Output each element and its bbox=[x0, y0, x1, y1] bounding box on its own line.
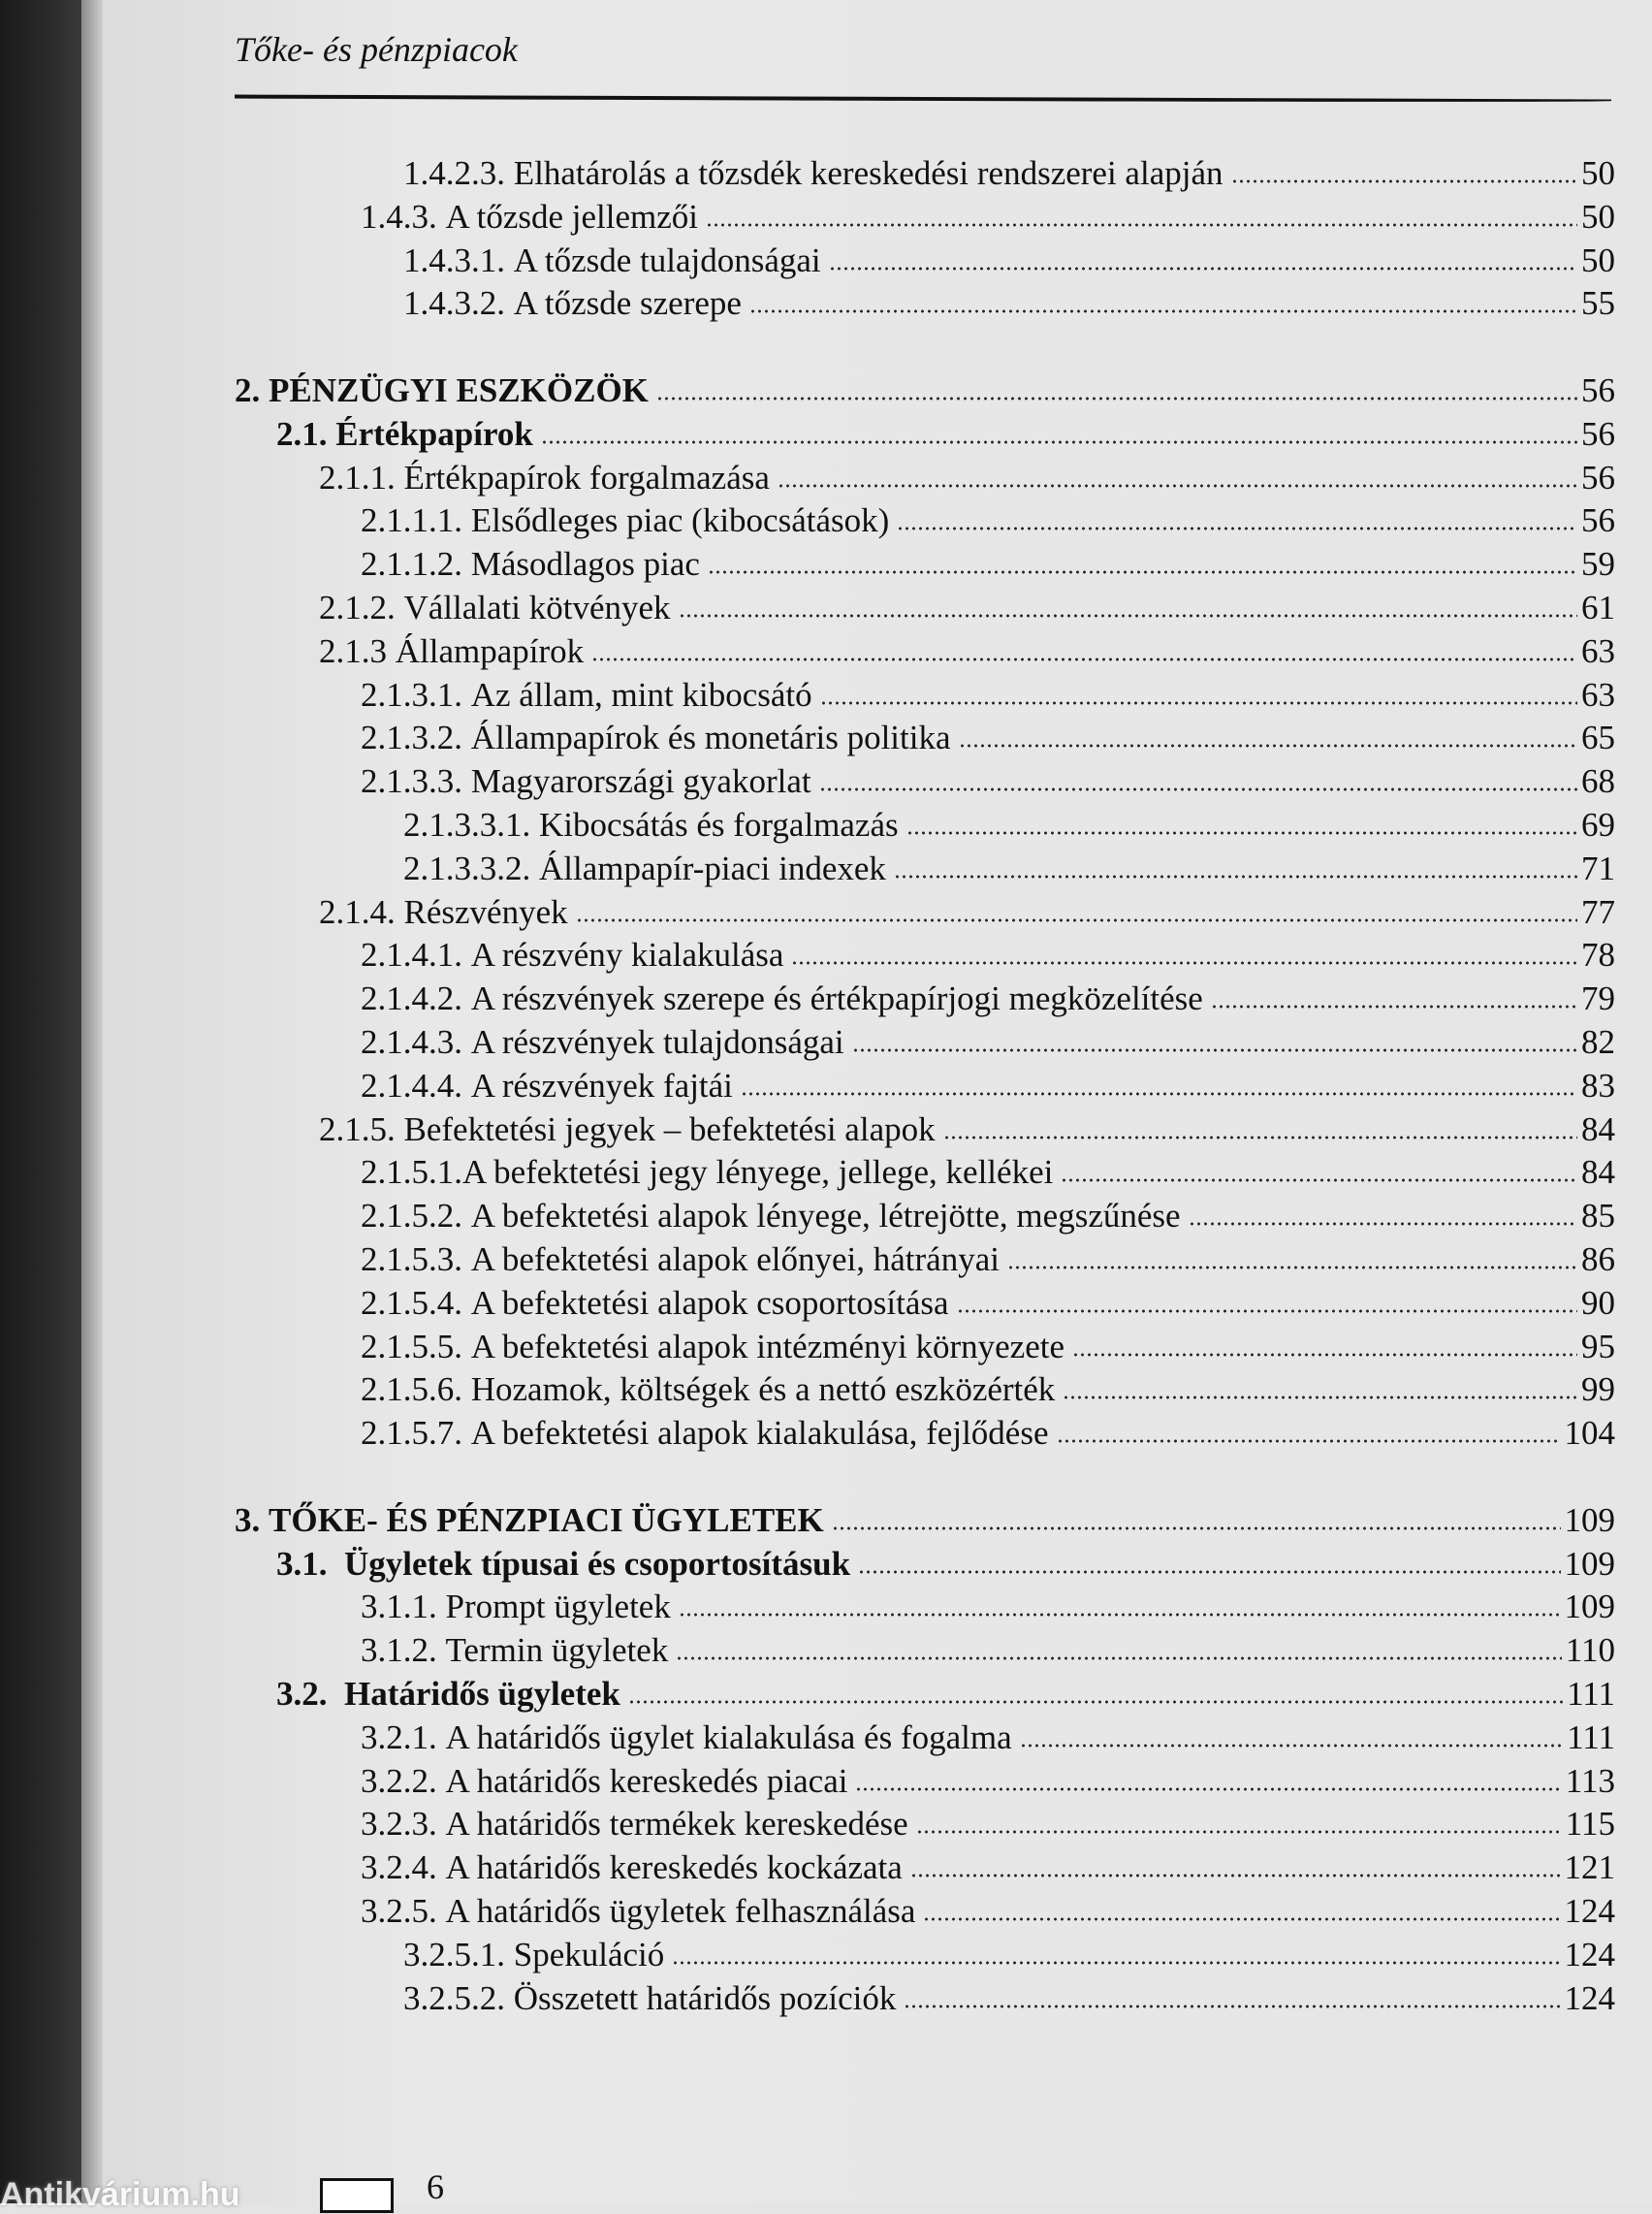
toc-entry bbox=[361, 1150, 1615, 1194]
toc-entry-title: PÉNZÜGYI ESZKÖZÖK bbox=[269, 371, 649, 409]
toc-entry bbox=[361, 1802, 1615, 1845]
toc-entry bbox=[403, 1976, 1615, 2020]
toc-entry-page: 83 bbox=[1581, 1066, 1615, 1105]
toc-entry-page: 71 bbox=[1581, 849, 1615, 887]
dot-leader bbox=[894, 874, 1577, 880]
toc-entry bbox=[361, 1716, 1615, 1759]
page-number: 6 bbox=[427, 2167, 444, 2206]
toc-entry-page: 124 bbox=[1564, 1935, 1615, 1973]
toc-entry-title: Elhatárolás a tőzsdék kereskedési rendszerei alapján bbox=[513, 154, 1223, 192]
toc-entry-number: 1.4.3.1. bbox=[403, 241, 514, 279]
toc-entry-page: 99 bbox=[1581, 1370, 1615, 1409]
toc-entry-page: 95 bbox=[1581, 1327, 1615, 1365]
toc-entry-number: 2.1.1.2. bbox=[361, 545, 471, 584]
toc-entry-page: 85 bbox=[1581, 1197, 1615, 1235]
toc-entry-number: 2.1.5.7. bbox=[361, 1414, 471, 1453]
dot-leader bbox=[1063, 1395, 1577, 1400]
dot-leader bbox=[576, 917, 1577, 923]
dot-leader bbox=[858, 1569, 1560, 1575]
toc-entry bbox=[361, 1759, 1615, 1803]
toc-entry-page: 109 bbox=[1564, 1544, 1615, 1583]
toc-entry-page: 61 bbox=[1581, 589, 1615, 626]
toc-entry-page: 84 bbox=[1581, 1153, 1615, 1192]
toc-entry-title: A befektetési alapok intézményi környezete bbox=[470, 1327, 1064, 1365]
toc-entry-number: 2.1.1.1. bbox=[361, 501, 471, 540]
dot-leader bbox=[1007, 1265, 1577, 1270]
toc-entry bbox=[403, 239, 1615, 282]
toc-entry-number: 3. bbox=[235, 1500, 269, 1539]
toc-entry-title: A befektetési alapok előnyei, hátrányai bbox=[470, 1240, 1000, 1278]
toc-entry-page: 50 bbox=[1581, 197, 1615, 236]
toc-entry-number: 2.1.2. bbox=[319, 589, 404, 626]
page-footer bbox=[0, 2167, 582, 2213]
toc-entry-number: 1.4.3. bbox=[361, 197, 446, 236]
toc-entry bbox=[361, 977, 1615, 1020]
dot-leader bbox=[656, 396, 1577, 401]
dot-leader bbox=[791, 960, 1577, 966]
dot-leader bbox=[852, 1047, 1577, 1053]
toc-entry bbox=[235, 1498, 1615, 1542]
toc-entry-number: 2.1.1. bbox=[319, 458, 404, 497]
dot-leader bbox=[1057, 1438, 1561, 1444]
toc-entry-page: 84 bbox=[1581, 1109, 1615, 1148]
toc-entry-title: Termin ügyletek bbox=[445, 1631, 669, 1670]
toc-entry-page: 56 bbox=[1581, 501, 1615, 540]
toc-entry-number: 2.1.5. bbox=[319, 1109, 404, 1148]
toc-entry bbox=[403, 847, 1615, 890]
toc-entry-title: Összetett határidős pozíciók bbox=[513, 1978, 897, 2017]
toc-entry-number: 2.1.5.2. bbox=[361, 1197, 471, 1235]
book-binding bbox=[0, 0, 81, 2203]
dot-leader bbox=[855, 1786, 1561, 1792]
dot-leader bbox=[1231, 178, 1578, 184]
toc-entry-title: A részvények fajtái bbox=[470, 1066, 733, 1105]
toc-entry-number: 2.1.5.4. bbox=[361, 1283, 471, 1322]
toc-entry bbox=[361, 1845, 1615, 1889]
toc-entry-page: 63 bbox=[1581, 675, 1615, 714]
toc-entry-page: 86 bbox=[1581, 1240, 1615, 1278]
toc-entry-title: Ügyletek típusai és csoportosításuk bbox=[344, 1544, 851, 1583]
toc-entry-number: 3.2.1. bbox=[361, 1717, 446, 1756]
toc-entry-number: 2.1.4.1. bbox=[361, 936, 471, 975]
toc-entry-number: 2.1.3.3.2. bbox=[403, 849, 539, 887]
toc-entry-title: Értékpapírok forgalmazása bbox=[403, 458, 770, 497]
toc-entry-title: Hozamok, költségek és a nettó eszközérték bbox=[470, 1370, 1056, 1409]
toc-entry bbox=[361, 498, 1615, 542]
toc-entry-page: 115 bbox=[1565, 1805, 1615, 1844]
dot-leader bbox=[820, 700, 1577, 706]
toc-entry bbox=[361, 673, 1615, 717]
toc-entry bbox=[403, 151, 1615, 195]
toc-entry-page: 90 bbox=[1581, 1283, 1615, 1322]
toc-entry-page: 79 bbox=[1581, 979, 1615, 1018]
watermark: Antikvárium.hu bbox=[0, 2176, 240, 2213]
toc-entry bbox=[361, 933, 1615, 977]
dot-leader bbox=[1189, 1221, 1577, 1227]
toc-entry-number: 2.1.5.3. bbox=[361, 1240, 471, 1278]
toc-entry-title: Állampapírok bbox=[395, 631, 585, 670]
toc-entry-number: 3.1.1. bbox=[361, 1588, 446, 1626]
toc-entry-number: 2.1.3.3. bbox=[361, 762, 471, 801]
toc-entry bbox=[361, 1889, 1615, 1933]
toc-entry bbox=[319, 890, 1615, 934]
toc-entry-title: A határidős ügylet kialakulása és fogalma bbox=[445, 1717, 1012, 1756]
watermark-logo bbox=[320, 2178, 394, 2213]
toc-entry-number: 2.1.5.1. bbox=[361, 1153, 462, 1192]
toc-entry-number: 1.4.3.2. bbox=[403, 284, 514, 323]
toc-entry bbox=[403, 1933, 1615, 1976]
dot-leader bbox=[676, 1655, 1561, 1661]
toc-entry-page: 77 bbox=[1581, 892, 1615, 931]
toc-entry-title: Spekuláció bbox=[513, 1935, 665, 1973]
toc-entry-number: 2.1.3.2. bbox=[361, 719, 471, 757]
dot-leader bbox=[1061, 1177, 1577, 1183]
toc-entry-page: 56 bbox=[1581, 458, 1615, 497]
dot-leader bbox=[778, 483, 1577, 489]
toc-entry bbox=[319, 586, 1615, 629]
toc-entry-number: 2.1.5.5. bbox=[361, 1327, 471, 1365]
toc-entry-page: 55 bbox=[1581, 284, 1615, 323]
toc-entry bbox=[361, 195, 1615, 239]
toc-entry bbox=[361, 1237, 1615, 1281]
dot-leader bbox=[706, 222, 1577, 228]
dot-leader bbox=[679, 613, 1577, 619]
toc-entry-page: 65 bbox=[1581, 719, 1615, 757]
toc-entry-number: 2.1.4.2. bbox=[361, 979, 471, 1018]
dot-leader bbox=[679, 1612, 1561, 1618]
toc-entry-title: Kibocsátás és forgalmazás bbox=[539, 806, 899, 844]
toc-entry-title: Részvények bbox=[403, 892, 568, 931]
toc-entry-page: 104 bbox=[1564, 1414, 1615, 1453]
toc-entry-number: 3.2. bbox=[276, 1675, 344, 1713]
dot-leader bbox=[959, 743, 1577, 749]
running-header: Tőke- és pénzpiacok bbox=[235, 30, 518, 69]
toc-entry-title: A határidős kereskedés piacai bbox=[445, 1761, 848, 1800]
toc-entry-title: A részvények tulajdonságai bbox=[470, 1023, 844, 1061]
dot-leader bbox=[910, 1873, 1561, 1878]
toc-entry-page: 111 bbox=[1567, 1717, 1615, 1756]
toc-entry bbox=[403, 281, 1615, 325]
toc-entry-page: 56 bbox=[1581, 414, 1615, 453]
toc-entry-title: A tőzsde szerepe bbox=[513, 284, 742, 323]
toc-entry-title: Prompt ügyletek bbox=[445, 1588, 671, 1626]
toc-entry-number: 3.2.5.1. bbox=[403, 1935, 514, 1973]
toc-entry bbox=[319, 1107, 1615, 1151]
dot-leader bbox=[906, 830, 1577, 836]
toc-entry-page: 124 bbox=[1564, 1892, 1615, 1930]
toc-entry-title: A határidős termékek kereskedése bbox=[445, 1805, 908, 1844]
toc-entry-page: 78 bbox=[1581, 936, 1615, 975]
toc-entry-page: 56 bbox=[1581, 371, 1615, 409]
toc-entry bbox=[361, 542, 1615, 586]
dot-leader bbox=[628, 1699, 1563, 1705]
dot-leader bbox=[923, 1916, 1560, 1922]
toc-entry-title: A befektetési alapok kialakulása, fejlődése bbox=[470, 1414, 1049, 1453]
toc-entry-number: 2.1.5.6. bbox=[361, 1370, 471, 1409]
toc-entry-page: 110 bbox=[1565, 1631, 1615, 1670]
toc-entry-title: A határidős kereskedés kockázata bbox=[445, 1848, 903, 1887]
toc-entry-title: TŐKE- ÉS PÉNZPIACI ÜGYLETEK bbox=[269, 1500, 824, 1539]
dot-leader bbox=[1211, 1004, 1577, 1010]
toc-entry-title: A tőzsde tulajdonságai bbox=[513, 241, 821, 279]
dot-leader bbox=[708, 569, 1577, 575]
dot-leader bbox=[957, 1308, 1577, 1314]
toc-entry bbox=[319, 629, 1615, 673]
toc-entry-title: Állampapír-piaci indexek bbox=[539, 849, 886, 887]
toc-entry bbox=[276, 1672, 1615, 1716]
toc-entry-number: 2.1.4. bbox=[319, 892, 404, 931]
toc-entry-title: A részvény kialakulása bbox=[470, 936, 784, 975]
toc-entry-page: 50 bbox=[1581, 154, 1615, 192]
toc-entry bbox=[361, 1325, 1615, 1368]
toc-entry-page: 59 bbox=[1581, 545, 1615, 584]
toc-entry bbox=[361, 759, 1615, 803]
toc-entry-number: 2.1.4.4. bbox=[361, 1066, 471, 1105]
dot-leader bbox=[832, 1525, 1561, 1531]
toc-entry-page: 109 bbox=[1564, 1500, 1615, 1539]
dot-leader bbox=[1020, 1743, 1563, 1749]
toc-entry-number: 3.2.3. bbox=[361, 1805, 446, 1844]
toc-entry bbox=[361, 1585, 1615, 1628]
toc-entry-title: Befektetési jegyek – befektetési alapok bbox=[403, 1109, 936, 1148]
toc-entry bbox=[319, 456, 1615, 499]
toc-entry bbox=[361, 1020, 1615, 1064]
dot-leader bbox=[943, 1135, 1577, 1140]
toc-entry-number: 2.1.3.1. bbox=[361, 675, 471, 714]
dot-leader bbox=[916, 1829, 1562, 1835]
toc-entry-title: Határidős ügyletek bbox=[344, 1675, 620, 1713]
toc-entry-page: 82 bbox=[1581, 1023, 1615, 1061]
toc-entry bbox=[235, 369, 1615, 412]
toc-entry-page: 111 bbox=[1567, 1675, 1615, 1713]
dot-leader bbox=[1072, 1352, 1577, 1358]
toc-entry-number: 3.1. bbox=[276, 1544, 344, 1583]
dot-leader bbox=[897, 526, 1577, 531]
toc-entry-number: 2.1.3 bbox=[319, 631, 396, 670]
toc-entry-number: 2.1. bbox=[276, 414, 336, 453]
toc-entry-number: 1.4.2.3. bbox=[403, 154, 514, 192]
toc-entry-title: A tőzsde jellemzői bbox=[445, 197, 698, 236]
toc-entry-number: 3.2.2. bbox=[361, 1761, 446, 1800]
toc-entry-number: 2.1.4.3. bbox=[361, 1023, 471, 1061]
toc-entry bbox=[276, 412, 1615, 456]
toc-entry-title: Másodlagos piac bbox=[470, 545, 700, 584]
toc-entry-number: 3.2.5.2. bbox=[403, 1978, 514, 2017]
toc-entry-number: 2.1.3.3.1. bbox=[403, 806, 539, 844]
toc-entry-title: Értékpapírok bbox=[335, 414, 533, 453]
toc-entry-title: Magyarországi gyakorlat bbox=[470, 762, 811, 801]
toc-entry bbox=[361, 1064, 1615, 1107]
toc-entry-title: Elsődleges piac (kibocsátások) bbox=[470, 501, 890, 540]
dot-leader bbox=[819, 786, 1577, 792]
toc-entry-number: 3.2.4. bbox=[361, 1848, 446, 1887]
toc-entry-page: 109 bbox=[1564, 1588, 1615, 1626]
toc-entry-page: 113 bbox=[1565, 1761, 1615, 1800]
toc-entry-title: A befektetési alapok csoportosítása bbox=[470, 1283, 949, 1322]
toc-entry-page: 50 bbox=[1581, 241, 1615, 279]
dot-leader bbox=[904, 2004, 1560, 2009]
toc-entry-number: 2. bbox=[235, 371, 269, 409]
toc-entry-page: 124 bbox=[1564, 1978, 1615, 2017]
toc-entry bbox=[361, 1194, 1615, 1237]
dot-leader bbox=[541, 439, 1577, 445]
toc-entry bbox=[276, 1542, 1615, 1586]
toc-entry-title: A részvények szerepe és értékpapírjogi megközelítése bbox=[470, 979, 1203, 1018]
toc-entry bbox=[361, 716, 1615, 759]
toc-entry bbox=[361, 1628, 1615, 1672]
toc-entry-title: A befektetési jegy lényege, jellege, kellékei bbox=[462, 1153, 1054, 1192]
page-gutter bbox=[81, 0, 103, 2203]
toc-entry-title: Vállalati kötvények bbox=[403, 589, 671, 626]
dot-leader bbox=[672, 1960, 1560, 1966]
dot-leader bbox=[741, 1091, 1577, 1097]
toc-entry-title: A befektetési alapok lényege, létrejötte, megszűnése bbox=[470, 1197, 1181, 1235]
toc-entry-title: A határidős ügyletek felhasználása bbox=[445, 1892, 916, 1930]
toc-entry bbox=[361, 1367, 1615, 1411]
toc-entry bbox=[361, 1281, 1615, 1325]
toc-entry-number: 3.2.5. bbox=[361, 1892, 446, 1930]
dot-leader bbox=[591, 657, 1577, 662]
toc-entry bbox=[403, 803, 1615, 847]
toc-entry-title: Állampapírok és monetáris politika bbox=[470, 719, 951, 757]
toc-entry-page: 63 bbox=[1581, 631, 1615, 670]
toc-entry-page: 69 bbox=[1581, 806, 1615, 844]
toc-entry-title: Az állam, mint kibocsátó bbox=[470, 675, 812, 714]
toc-entry bbox=[361, 1411, 1615, 1455]
dot-leader bbox=[749, 308, 1577, 314]
toc-entry-number: 3.1.2. bbox=[361, 1631, 446, 1670]
toc-entry-page: 121 bbox=[1564, 1848, 1615, 1887]
toc-entry-page: 68 bbox=[1581, 762, 1615, 801]
dot-leader bbox=[829, 266, 1577, 272]
